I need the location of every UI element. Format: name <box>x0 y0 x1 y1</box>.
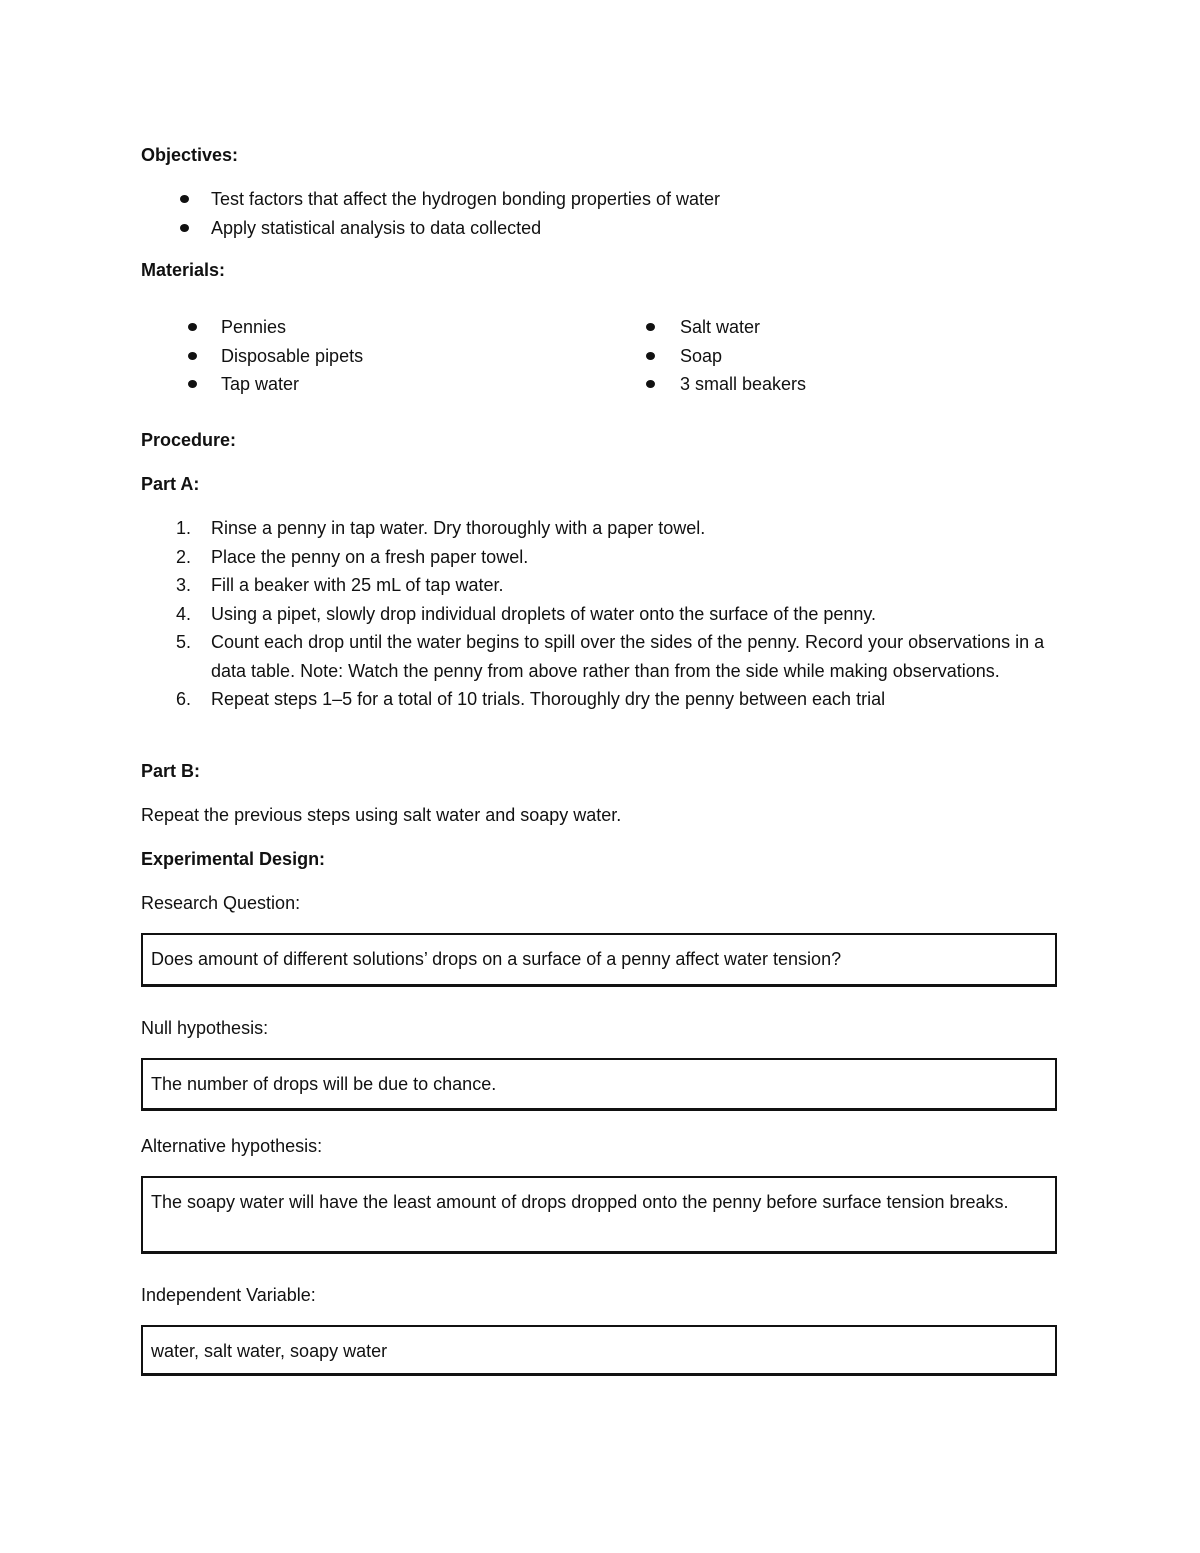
bullet-icon <box>646 352 655 360</box>
part-a-steps <box>141 514 1056 714</box>
list-item: 6. Repeat steps 1–5 for a total of 10 trials. Thoroughly dry the penny between each trial <box>176 689 886 709</box>
alternative-hypothesis-label: Alternative hypothesis: <box>141 1136 323 1156</box>
experimental-design-heading: Experimental Design: <box>141 849 326 869</box>
list-item: Soap <box>600 345 1000 374</box>
independent-variable-label: Independent Variable: <box>141 1285 316 1305</box>
bullet-icon <box>646 323 655 331</box>
list-item: 1. Rinse a penny in tap water. Dry thoroughly with a paper towel. <box>176 518 706 538</box>
bullet-icon <box>180 224 189 232</box>
list-item: Pennies <box>141 316 591 345</box>
list-item: 3 small beakers <box>600 373 1000 402</box>
list-item: Test factors that affect the hydrogen bonding properties of water <box>141 188 1041 217</box>
list-item: Salt water <box>600 316 1000 345</box>
list-item: Apply statistical analysis to data collected <box>141 217 1041 246</box>
research-question-label: Research Question: <box>141 893 301 913</box>
bullet-icon <box>188 380 197 388</box>
null-hypothesis-box: The number of drops will be due to chance. <box>141 1058 1057 1111</box>
list-item: 4. Using a pipet, slowly drop individual droplets of water onto the surface of the penny. <box>176 603 877 624</box>
part-b-text: Repeat the previous steps using salt water and soapy water. <box>141 805 622 825</box>
list-item: Disposable pipets <box>141 345 591 374</box>
list-item: 3. Fill a beaker with 25 mL of tap water. <box>176 575 504 595</box>
bullet-icon <box>646 380 655 388</box>
list-item: Tap water <box>141 373 591 402</box>
null-hypothesis-label: Null hypothesis: <box>141 1018 269 1038</box>
objectives-heading: Objectives: <box>141 145 239 165</box>
bullet-icon <box>180 195 189 203</box>
list-item: 2. Place the penny on a fresh paper towel. <box>176 546 529 567</box>
materials-list-left <box>141 316 591 402</box>
objectives-list <box>141 188 1041 245</box>
procedure-heading: Procedure: <box>141 430 237 450</box>
part-b-heading: Part B: <box>141 761 201 781</box>
part-a-heading: Part A: <box>141 474 200 494</box>
bullet-icon <box>188 323 197 331</box>
materials-list-right <box>600 316 1000 402</box>
bullet-icon <box>188 352 197 360</box>
materials-heading: Materials: <box>141 260 226 280</box>
research-question-box: Does amount of different solutions’ drops on a surface of a penny affect water tension? <box>141 933 1057 987</box>
independent-variable-box: water, salt water, soapy water <box>141 1325 1057 1376</box>
list-item: 5. Count each drop until the water begins to spill over the sides of the penny. Record your observations in a data table. Note: Watch the penny from above rather than from the side while making observations. <box>176 632 1045 681</box>
alternative-hypothesis-box: The soapy water will have the least amount of drops dropped onto the penny before surface tension breaks. <box>141 1176 1057 1254</box>
